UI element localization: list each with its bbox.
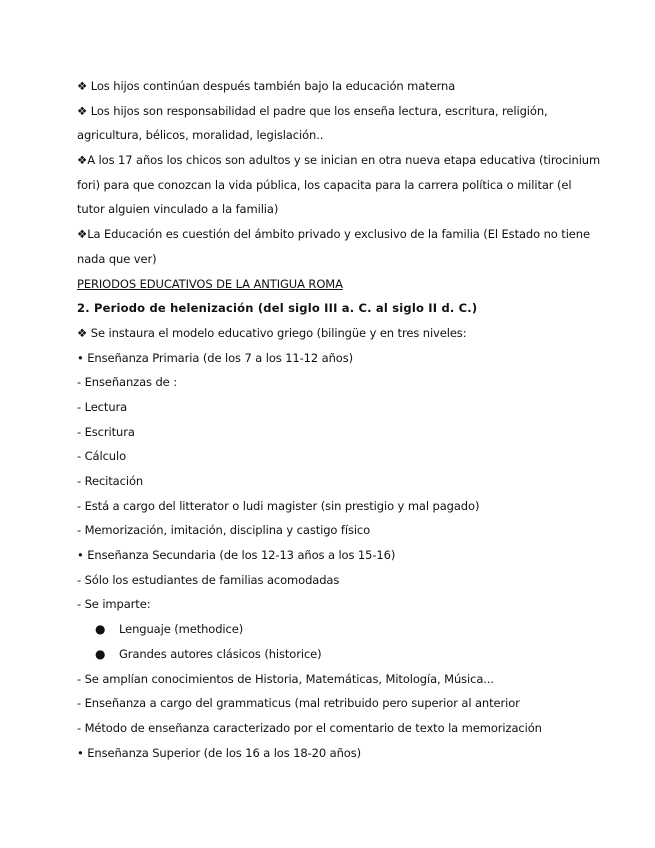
- text-line: - Escritura: [77, 424, 135, 439]
- text-line: ❖ Se instaura el modelo educativo griego (bilingüe y en tres niveles:: [77, 325, 467, 340]
- bullet-list-item: [77, 619, 577, 644]
- text-line: - Memorización, imitación, disciplina y castigo físico: [77, 523, 371, 538]
- subsection-heading: 2. Periodo de helenización (del siglo III a. C. al siglo II d. C.): [77, 301, 478, 316]
- bullet-item-text: Grandes autores clásicos (historice): [119, 646, 322, 661]
- text-line: - Enseñanzas de :: [77, 375, 177, 390]
- text-line: - Lectura: [77, 399, 128, 414]
- text-line: - Se amplían conocimientos de Historia, Matemáticas, Mitología, Música...: [77, 671, 494, 686]
- text-line: - Sólo los estudiantes de familias acomodadas: [77, 572, 340, 587]
- text-line: - Enseñanza a cargo del grammaticus (mal retribuido pero superior al anterior: [77, 696, 520, 711]
- bullet-list-item: [77, 644, 577, 669]
- document-page: [77, 76, 601, 767]
- text-line: fori) para que conozcan la vida pública, los capacita para la carrera política o militar (el: [77, 177, 572, 192]
- text-line: - Está a cargo del litterator o ludi magister (sin prestigio y mal pagado): [77, 498, 480, 513]
- text-line: ❖A los 17 años los chicos son adultos y se inician en otra nueva etapa educativa (tirocinium: [77, 153, 601, 168]
- text-line: - Cálculo: [77, 449, 127, 464]
- text-line: ❖ Los hijos continúan después también bajo la educación materna: [77, 79, 456, 93]
- text-line: • Enseñanza Secundaria (de los 12-13 años a los 15-16): [77, 548, 396, 563]
- text-line: • Enseñanza Superior (de los 16 a los 18-20 años): [77, 745, 362, 760]
- text-line: - Método de enseñanza caracterizado por el comentario de texto la memorización: [77, 720, 542, 735]
- text-line: • Enseñanza Primaria (de los 7 a los 11-12 años): [77, 350, 354, 365]
- section-heading: PERIODOS EDUCATIVOS DE LA ANTIGUA ROMA: [77, 276, 343, 291]
- text-line: agricultura, bélicos, moralidad, legislación..: [77, 128, 324, 143]
- text-line: ❖ Los hijos son responsabilidad el padre que los enseña lectura, escritura, religión,: [77, 103, 548, 118]
- bullet-icon: ●: [95, 622, 106, 637]
- text-line: nada que ver): [77, 251, 157, 266]
- text-line: - Se imparte:: [77, 597, 151, 612]
- text-line: tutor alguien vinculado a la familia): [77, 202, 279, 217]
- text-line: - Recitación: [77, 474, 144, 488]
- bullet-icon: ●: [95, 646, 106, 661]
- bullet-item-text: Lenguaje (methodice): [119, 622, 244, 637]
- text-line: ❖La Educación es cuestión del ámbito privado y exclusivo de la familia (El Estado no tiene: [77, 227, 590, 242]
